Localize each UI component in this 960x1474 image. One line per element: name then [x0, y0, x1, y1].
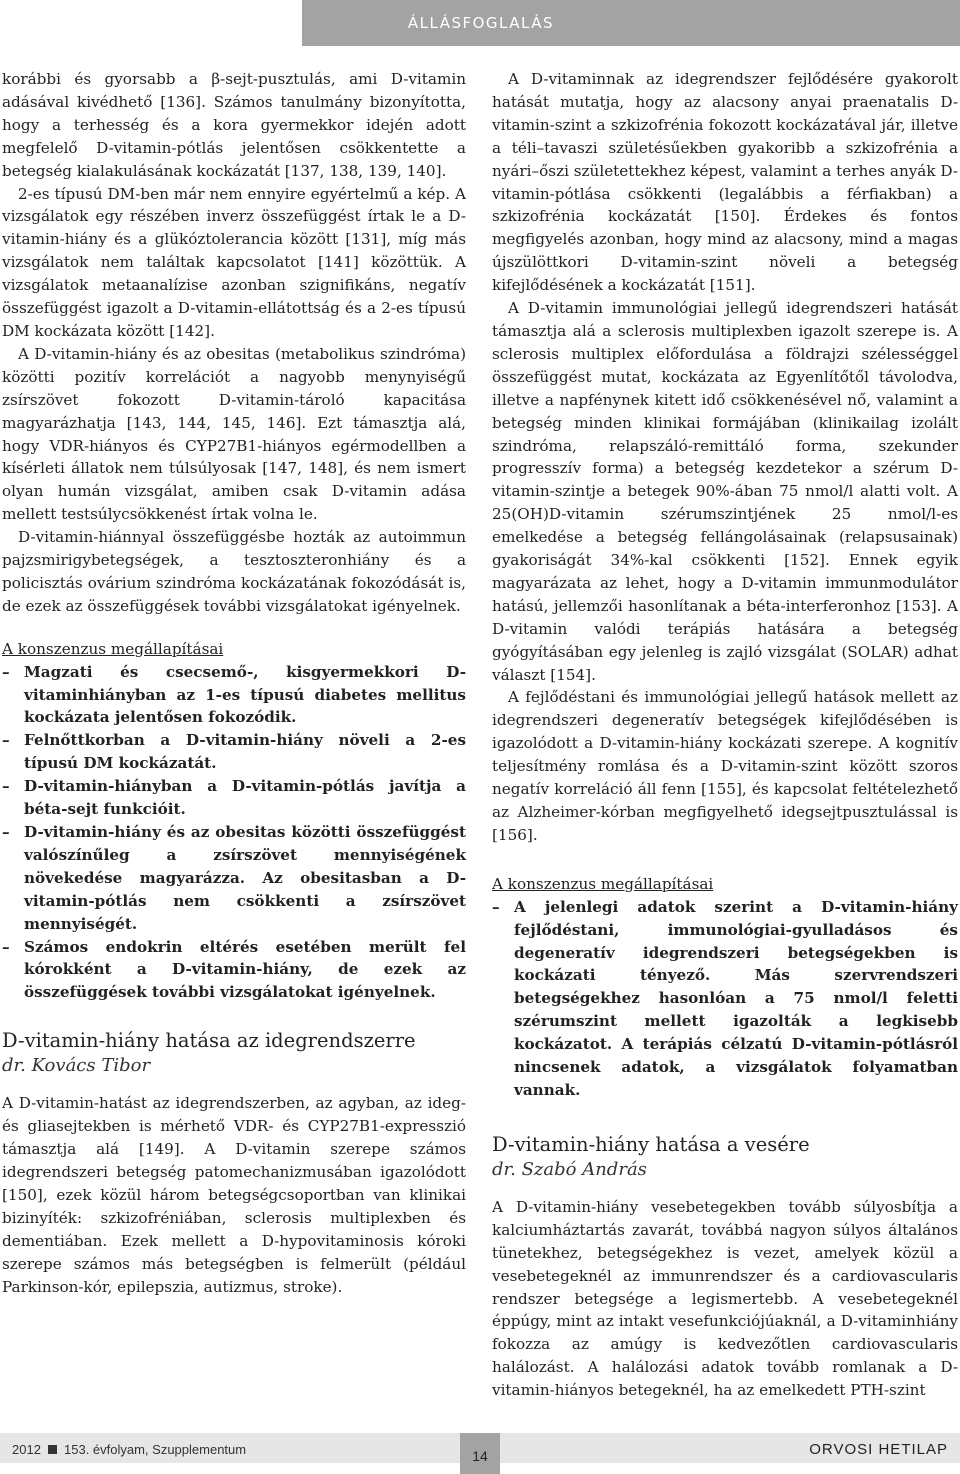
footer-volume: 153. évfolyam, Szupplementum: [64, 1442, 247, 1457]
paragraph: 2-es típusú DM-ben már nem ennyire egyértelmű a kép. A vizsgálatok egy részében inverz összefüggést írtak le a D-vitamin-hiány és a glükóztolerancia között [131], míg más vizsgálatok nem találtak kapcsolatot [141] közöttük. A vizsgálatok metaanalízise azonban szignifikáns, negatív összefüggést igazolt a D-vitamin-ellátottság és a 2-es típusú DM kockázata között [142].: [2, 184, 466, 340]
paragraph: A D-vitamin immunológiai jellegű idegrendszeri hatását támasztja alá a sclerosis multiplexben igazolt szerepe is. A sclerosis multiplex előfordulása a földrajzi szélességgel összefüggést mutat, kockázata az Egyenlítőtől távolodva, illetve a napfénynek kitett idő csökkenésével nő, valamint a betegség minden klinikai formájában (klinikailag izolált szindróma, relapszáló-remittáló forma, szekunder progresszív forma) a betegség kezdetekor a szérum D-vitamin-szintje a betegek 90%-ában 75 nmol/l alatti volt. A 25(OH)D-vitamin szérumszintjének 25 nmol/l-es emelkedése a betegség fellángolásainak (relapsusainak) gyakoriságát 34%-kal csökkenti [152]. Ennek egyik magyarázata az lehet, hogy a D-vitamin immunmodulátor hatású, jellemzői hasonlítanak a béta-interferonhoz [153]. A D-vitamin valódi terápiás hatására a betegség gyógyításában egy jelenleg is zajló vizsgálat (SOLAR) adhat választ [154].: [492, 299, 958, 684]
left-column: [2, 68, 466, 1298]
section-author: dr. Kovács Tibor: [2, 1055, 151, 1077]
journal-name: ORVOSI HETILAP: [809, 1441, 948, 1458]
section-header-title: ÁLLÁSFOGLALÁS: [407, 14, 554, 32]
page-footer: [0, 1433, 960, 1474]
paragraph: A D-vitaminnak az idegrendszer fejlődésére gyakorolt hatását mutatja, hogy az alacsony anyai praenatalis D-vitamin-szint a szkizofrénia fokozott kockázatával jár, illetve a téli–tavaszi születésűekben gyakoribb a szkizofrénia a nyári–őszi születettekhez képest, valamint a terhes anyák D-vitamin-pótlása csökkenti (legalábbis a férfiakban) a szkizofrénia kockázatát [150]. Érdekes és fontos megfigyelés azonban, hogy mind az alacsony, mind a magas újszülöttkori D-vitamin-szint növeli a betegség kifejlődésének a kockázatát [151].: [492, 70, 958, 295]
consensus-item: – D-vitamin-hiány és az obesitas közötti összefüggést valószínűleg a zsírszövet mennyiségének növekedése magyarázza. Az obesitasban a D-vitamin-pótlás nem csökkenti a zsírszövet mennyiségét.: [2, 823, 466, 933]
consensus-title: A konszenzus megállapításai: [2, 639, 224, 658]
right-column: [492, 68, 958, 1402]
consensus-item: – Számos endokrin eltérés esetében merült fel kórokként a D-vitamin-hiány, de ezek az összefüggések további vizsgálatokat igényelnek.: [2, 937, 466, 1002]
paragraph: A D-vitamin-hiány vesebetegekben tovább súlyosbítja a kalciumháztartás zavarát, továbbá nagyon súlyos általános tünetekhez, betegségekhez is vezet, amelyek közül a vesebetegeknél az immunrendszer és a cardiovascularis rendszer betegsége a legismertebb. A vesebetegeknél éppúgy, mint az intakt vesefunkciójúaknál, a D-vitaminhiány fokozza az amúgy is kedvezőtlen cardiovascularis halálozást. A halálozási adatok tovább romlanak a D-vitamin-hiányos betegeknél, ha az emelkedett PTH-szint: [492, 1197, 958, 1400]
consensus-item: – D-vitamin-hiányban a D-vitamin-pótlás javítja a béta-sejt funkcióit.: [2, 777, 466, 819]
page-number: 14: [472, 1448, 488, 1464]
consensus-item: – Magzati és csecsemő-, kisgyermekkori D-vitaminhiányban az 1-es típusú diabetes mellitus kockázata jelentősen fokozódik.: [2, 662, 466, 727]
footer-year: 2012: [12, 1442, 41, 1457]
consensus-item: – A jelenlegi adatok szerint a D-vitamin-hiány fejlődéstani, immunológiai-gyulladásos és degeneratív idegrendszeri betegségekben is kockázati tényező. Más szervrendszeri betegségekhez hasonlóan a 75 nmol/l feletti szérumszint mellett igazolták a legkisebb kockázatot. A terápiás célzatú D-vitamin-pótlásról nincsenek adatok, a vizsgálatok folyamatban vannak.: [492, 897, 958, 1099]
header-grey-bar: [302, 0, 960, 46]
section-heading: D-vitamin-hiány hatása a vesére: [492, 1132, 810, 1156]
paragraph: A fejlődéstani és immunológiai jellegű hatások mellett az idegrendszeri degeneratív betegségek kifejlődésében is igazolódott a D-vitamin-hiány kockázati szerepe. A kognitív teljesítmény romlása és a D-vitamin-szint között szoros negatív korreláció áll fenn [155], és kapcsolat feltételezhető az Alzheimer-kórban megfigyelhető idegsejtpusztulással is [156].: [492, 688, 958, 844]
section-heading: D-vitamin-hiány hatása az idegrendszerre: [2, 1029, 416, 1053]
header-white-area: [0, 0, 302, 46]
square-bullet-icon: [48, 1445, 57, 1454]
paragraph: A D-vitamin-hiány és az obesitas (metabolikus szindróma) közötti pozitív korrelációt a nagyobb menynyiségű zsírszövet fokozott D-vitamin-tároló kapacitása magyarázhatja [143, 144, 145, 146]. Ezt támasztja alá, hogy VDR-hiányos és CYP27B1-hiányos egérmodellben a kísérleti állatok nem túlsúlyosak [147, 148], és nem ismert olyan humán vizsgálat, amiben csak D-vitamin adása mellett testsúlycsökkenést írtak volna le.: [2, 344, 466, 524]
header-band: [0, 0, 960, 46]
consensus-title: A konszenzus megállapításai: [492, 874, 714, 893]
consensus-item: – Felnőttkorban a D-vitamin-hiány növeli a 2-es típusú DM kockázatát.: [2, 731, 466, 773]
consensus-list: [492, 896, 958, 1102]
section-author: dr. Szabó András: [492, 1158, 647, 1180]
consensus-list: [2, 661, 466, 1005]
paragraph: A D-vitamin-hatást az idegrendszerben, az agyban, az ideg- és gliasejtekben is mérhető VDR- és CYP27B1-expresszió támasztja alá [149]. A D-vitamin szerepe számos idegrendszeri betegség patomechanizmusában igazolódott [150], ezek közül három betegségcsoportban van klinikai bizinyíték: szkizofréniában, sclerosis multiplexben és dementiában. Ezek mellett a D-hypovitaminosis kóroki szerepe számos más betegségben is felmerült (például Parkinson-kór, epilepszia, autizmus, stroke).: [2, 1094, 466, 1296]
paragraph: D-vitamin-hiánnyal összefüggésbe hozták az autoimmun pajzsmirigybetegségek, a tesztoszteronhiány és a policisztás ovárium szindróma kockázatának fokozódását is, de ezek az összefüggések további vizsgálatokat igényelnek.: [2, 528, 466, 615]
paragraph: korábbi és gyorsabb a β-sejt-pusztulás, ami D-vitamin adásával kivédhető [136]. Számos tanulmány bizonyította, hogy a terhesség és a kora gyermekkor idején adott megfelelő D-vitamin-pótlás jelentősen csökkentette a betegség kialakulásának kockázatát [137, 138, 139, 140].: [2, 70, 466, 180]
